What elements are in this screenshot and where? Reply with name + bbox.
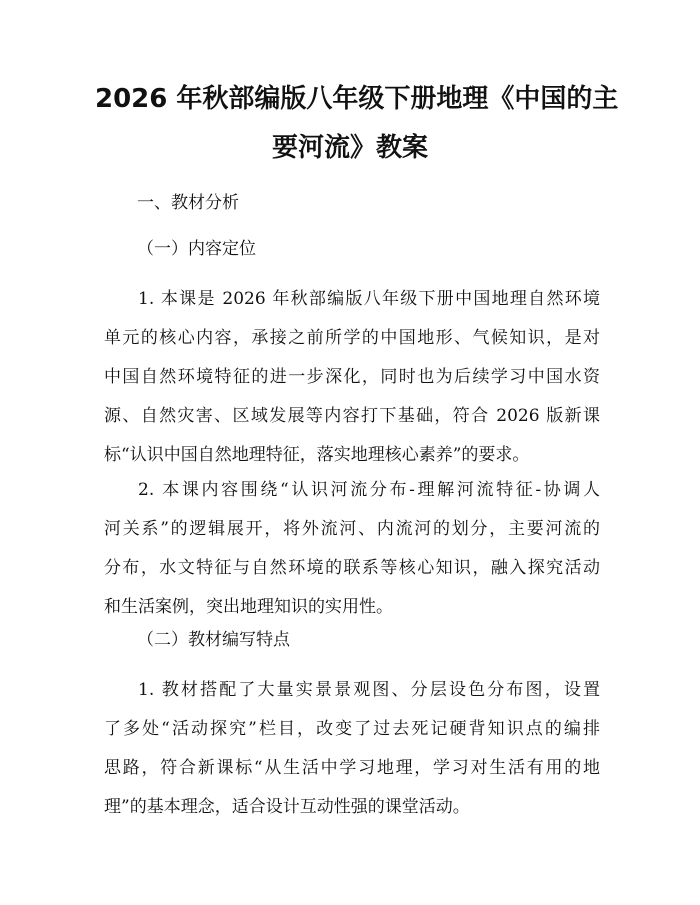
- document-title-line-1: 2026 年秋部编版八年级下册地理《中国的主: [95, 84, 619, 114]
- subsection-heading-textbook-features: （二）教材编写特点: [137, 630, 290, 650]
- paragraph-line: 1. 教材搭配了大量实景景观图、分层设色分布图，设置: [138, 680, 600, 700]
- paragraph-line: 中国自然环境特征的进一步深化，同时也为后续学习中国水资: [104, 367, 600, 387]
- paragraph-line: 单元的核心内容，承接之前所学的中国地形、气候知识，是对: [104, 328, 600, 348]
- paragraph-line: 源、自然灾害、区域发展等内容打下基础，符合 2026 版新课: [104, 406, 600, 426]
- document-title-line-2: 要河流》教案: [271, 133, 428, 163]
- paragraph-textbook-features-1: [104, 671, 600, 827]
- paragraph-line: 标“认识中国自然地理特征，落实地理核心素养”的要求。: [104, 445, 530, 465]
- subsection-heading-content-positioning: （一）内容定位: [137, 239, 256, 259]
- paragraph-content-positioning-2: [104, 471, 600, 627]
- paragraph-line: 和生活案例，突出地理知识的实用性。: [104, 597, 393, 617]
- paragraph-content-positioning-1: [104, 280, 600, 475]
- paragraph-line: 分布，水文特征与自然环境的联系等核心知识，融入探究活动: [104, 558, 600, 578]
- section-heading-materials-analysis: 一、教材分析: [137, 193, 239, 213]
- paragraph-line: 河关系”的逻辑展开，将外流河、内流河的划分，主要河流的: [104, 519, 600, 539]
- paragraph-line: 理”的基本理念，适合设计互动性强的课堂活动。: [104, 797, 470, 817]
- paragraph-line: 了多处“活动探究”栏目，改变了过去死记硬背知识点的编排: [104, 719, 600, 739]
- paragraph-line: 思路，符合新课标“从生活中学习地理，学习对生活有用的地: [104, 758, 600, 778]
- paragraph-line: 2. 本课内容围绕“认识河流分布-理解河流特征-协调人: [138, 480, 600, 500]
- paragraph-line: 1. 本课是 2026 年秋部编版八年级下册中国地理自然环境: [138, 289, 600, 309]
